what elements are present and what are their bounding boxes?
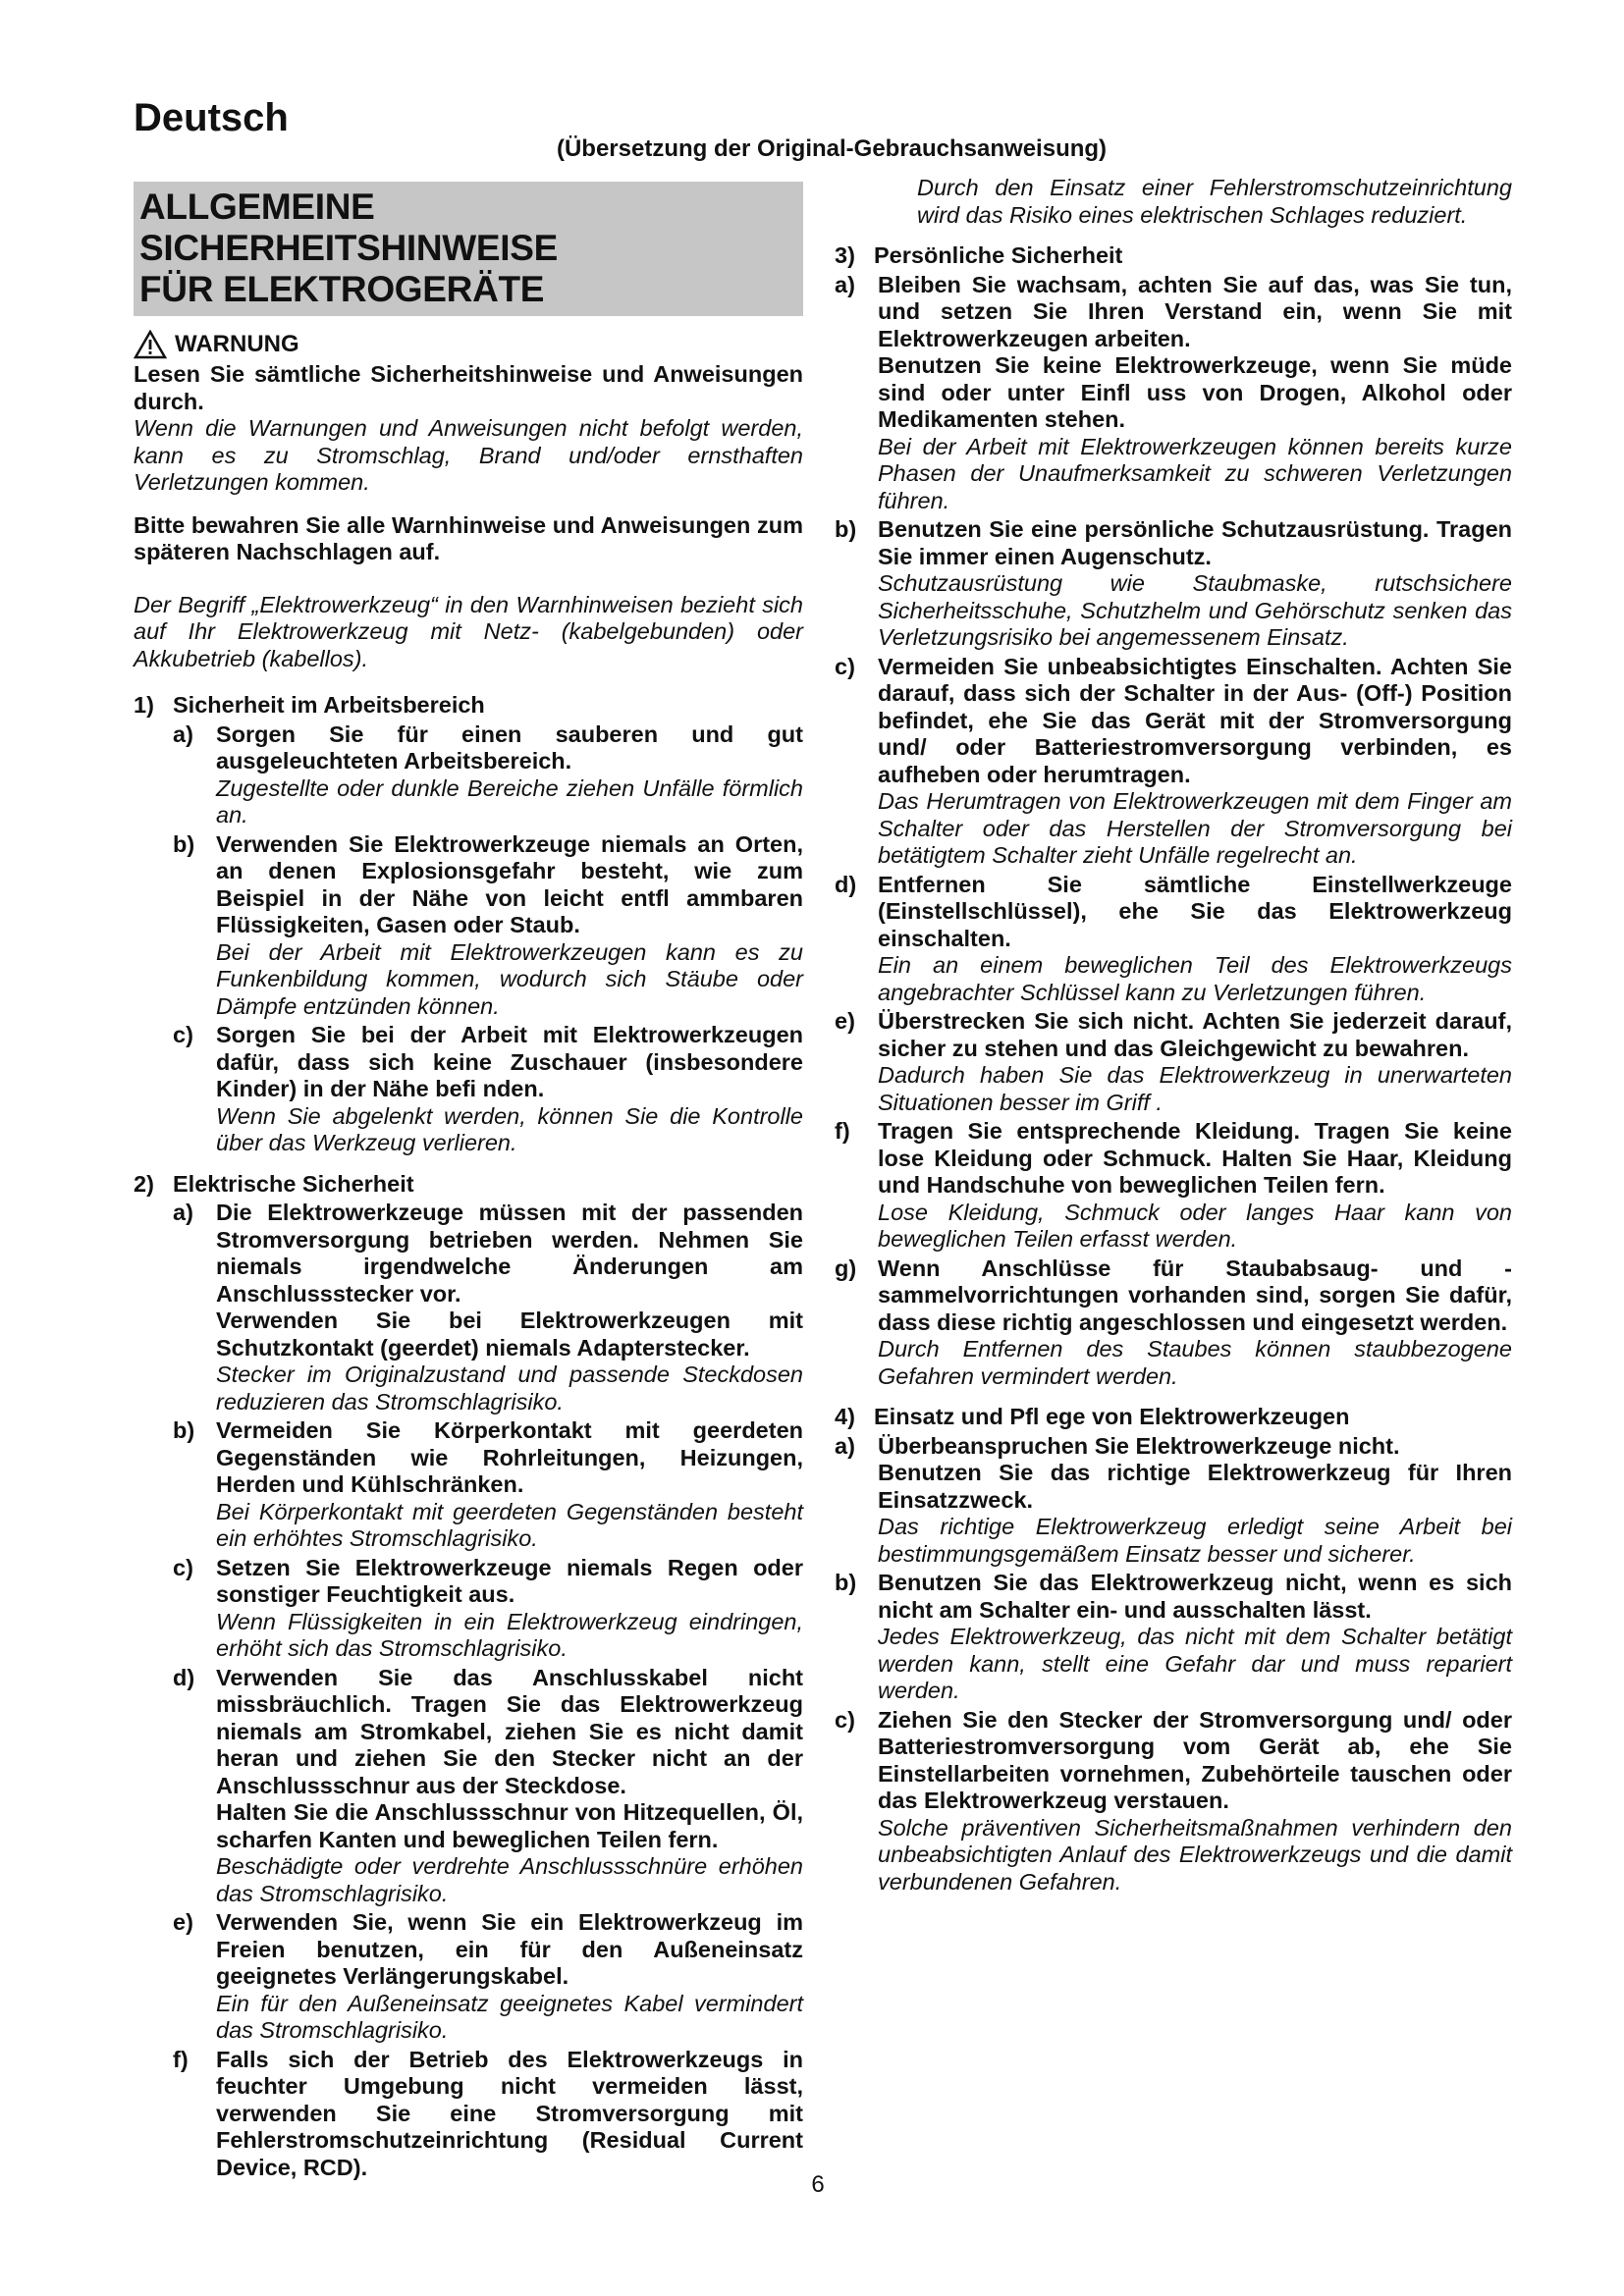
item-letter: a) — [173, 721, 193, 747]
item-letter: e) — [173, 1909, 193, 1935]
item-bold: Setzen Sie Elektrowerkzeuge niemals Regen oder sonstiger Feuchtigkeit aus. — [216, 1554, 803, 1607]
item-italic: Stecker im Originalzustand und passende Steckdosen reduzieren das Stromschlagrisiko. — [216, 1362, 803, 1415]
item-bold: Sorgen Sie für einen sauberen und gut ausgeleuchteten Arbeitsbereich. — [216, 721, 803, 774]
item-letter: a) — [835, 1432, 855, 1459]
item-italic: Bei der Arbeit mit Elektrowerkzeugen können bereits kurze Phasen der Unaufmerksamkeit zu schweren Verletzungen führen. — [878, 433, 1512, 513]
list-item — [134, 1417, 803, 1553]
section-1-heading — [134, 692, 803, 720]
item-bold: Ziehen Sie den Stecker der Stromversorgung und/ oder Batteriestromversorgung vom Gerät ab, ehe Sie Einstellarbeiten vornehmen, Zubehörteile tauschen oder das Elektrowerkzeug verstauen. — [878, 1706, 1512, 1813]
item-letter: e) — [835, 1008, 855, 1034]
section-number: 2) — [134, 1170, 154, 1197]
item-italic: Wenn Flüssigkeiten in ein Elektrowerkzeug eindringen, erhöht sich das Stromschlagrisiko. — [216, 1608, 803, 1661]
list-item — [835, 1433, 1512, 1569]
item-italic: Durch Entfernen des Staubes können staubbezogene Gefahren vermindert werden. — [878, 1336, 1512, 1389]
list-item — [134, 2047, 803, 2182]
right-column — [835, 175, 1512, 1896]
left-column — [134, 179, 803, 2181]
section-number: 1) — [134, 692, 154, 718]
item-italic: Das Herumtragen von Elektrowerkzeugen mit dem Finger am Schalter oder das Herstellen der Stromversorgung bei betätigtem Schalter zieht Unfälle regelrecht an. — [878, 788, 1512, 868]
item-bold: Verwenden Sie, wenn Sie ein Elektrowerkzeug im Freien benutzen, ein für den Außeneinsatz geeignetes Verlängerungskabel. — [216, 1909, 803, 1989]
warning-italic-1: Wenn die Warnungen und Anweisungen nicht befolgt werden, kann es zu Stromschlag, Brand und/oder ernsthaften Verletzungen kommen. — [134, 415, 803, 495]
list-item — [835, 1008, 1512, 1116]
section-title: Sicherheit im Arbeitsbereich — [173, 692, 485, 718]
item-bold: Falls sich der Betrieb des Elektrowerkzeugs in feuchter Umgebung nicht vermeiden lässt, verwenden Sie eine Stromversorgung mit Fehlerstromschutzeinrichtung (Residual Current Device, RCD). — [216, 2046, 803, 2180]
item-italic-continued: Durch den Einsatz einer Fehlerstromschutzeinrichtung wird das Risiko eines elektrischen Schlages reduziert. — [917, 175, 1512, 228]
item-italic: Jedes Elektrowerkzeug, das nicht mit dem Schalter betätigt werden kann, stellt eine Gefahr dar und muss repariert werden. — [878, 1624, 1512, 1703]
list-item — [835, 272, 1512, 515]
item-bold: Tragen Sie entsprechende Kleidung. Tragen Sie keine lose Kleidung oder Schmuck. Halten Sie Haar, Kleidung und Handschuhe von beweglichen Teilen fern. — [878, 1118, 1512, 1198]
item-letter: a) — [173, 1200, 193, 1225]
section-title-box — [134, 182, 803, 316]
item-bold: Benutzen Sie eine persönliche Schutzausrüstung. Tragen Sie immer einen Augenschutz. — [878, 516, 1512, 569]
item-italic: Ein für den Außeneinsatz geeignetes Kabel vermindert das Stromschlagrisiko. — [216, 1990, 803, 2043]
item-letter: b) — [835, 1570, 857, 1595]
item-bold: Verwenden Sie bei Elektrowerkzeugen mit Schutzkontakt (geerdet) niemals Adapterstecker. — [216, 1308, 803, 1361]
list-item — [134, 1555, 803, 1663]
warning-text: WARNUNG — [175, 331, 299, 358]
item-bold: Sorgen Sie bei der Arbeit mit Elektrowerkzeugen dafür, dass sich keine Zuschauer (insbesondere Kinder) in der Nähe befi nden. — [216, 1022, 803, 1101]
item-italic: Lose Kleidung, Schmuck oder langes Haar kann von beweglichen Teilen erfasst werden. — [878, 1199, 1512, 1252]
item-bold: Die Elektrowerkzeuge müssen mit der passenden Stromversorgung betrieben werden. Nehmen Sie niemals irgendwelche Änderungen am Anschlussstecker vor. — [216, 1200, 803, 1307]
section-title: Elektrische Sicherheit — [173, 1170, 414, 1197]
item-bold: Entfernen Sie sämtliche Einstellwerkzeuge (Einstellschlüssel), ehe Sie das Elektrowerkzeug einschalten. — [878, 871, 1512, 951]
item-italic: Wenn Sie abgelenkt werden, können Sie die Kontrolle über das Werkzeug verlieren. — [216, 1102, 803, 1155]
item-italic: Bei Körperkontakt mit geerdeten Gegenständen besteht ein erhöhtes Stromschlagrisiko. — [216, 1498, 803, 1551]
warning-triangle-icon — [134, 330, 167, 359]
list-item — [835, 654, 1512, 870]
list-item — [835, 516, 1512, 652]
item-letter: d) — [173, 1664, 195, 1690]
item-letter: g) — [835, 1255, 857, 1281]
item-italic: Das richtige Elektrowerkzeug erledigt seine Arbeit bei bestimmungsgemäßem Einsatz besser und sicherer. — [878, 1514, 1512, 1567]
item-letter: a) — [835, 271, 855, 297]
list-item — [134, 1200, 803, 1415]
item-italic: Dadurch haben Sie das Elektrowerkzeug in unerwarteten Situationen besser im Griff . — [878, 1062, 1512, 1115]
item-bold: Überbeanspruchen Sie Elektrowerkzeuge nicht. — [878, 1432, 1400, 1459]
item-letter: f) — [835, 1118, 850, 1144]
list-item — [134, 831, 803, 1021]
item-bold: Halten Sie die Anschlussschnur von Hitzequellen, Öl, scharfen Kanten und beweglichen Teilen fern. — [216, 1799, 803, 1852]
item-bold: Vermeiden Sie Körperkontakt mit geerdeten Gegenständen wie Rohrleitungen, Heizungen, Herden und Kühlschränken. — [216, 1417, 803, 1497]
item-letter: c) — [835, 1706, 855, 1733]
section-title-line-1: ALLGEMEINE SICHERHEITSHINWEISE — [139, 187, 559, 268]
section-number: 4) — [835, 1404, 855, 1429]
item-bold: Benutzen Sie keine Elektrowerkzeuge, wenn Sie müde sind oder unter Einfl uss von Drogen, Alkohol oder Medikamenten stehen. — [878, 352, 1512, 432]
section-3-heading — [835, 242, 1512, 270]
item-letter: f) — [173, 2046, 189, 2072]
page-number: 6 — [811, 2171, 825, 2198]
section-title: Einsatz und Pfl ege von Elektrowerkzeugen — [874, 1404, 1350, 1429]
list-item — [134, 721, 803, 829]
warning-bold-2: Bitte bewahren Sie alle Warnhinweise und Anweisungen zum späteren Nachschlagen auf. — [134, 511, 803, 564]
warning-bold-1: Lesen Sie sämtliche Sicherheitshinweise und Anweisungen durch. — [134, 361, 803, 414]
item-bold: Überstrecken Sie sich nicht. Achten Sie jederzeit darauf, sicher zu stehen und das Gleichgewicht zu bewahren. — [878, 1008, 1512, 1061]
item-letter: b) — [173, 1417, 195, 1443]
item-letter: c) — [173, 1554, 193, 1580]
list-item — [134, 1022, 803, 1157]
section-4-heading — [835, 1404, 1512, 1431]
list-item — [835, 1570, 1512, 1705]
item-bold: Verwenden Sie das Anschlusskabel nicht missbräuchlich. Tragen Sie das Elektrowerkzeug niemals am Stromkabel, ziehen Sie es nicht damit heran und ziehen Sie den Stecker nicht an der Anschlussschnur aus der Steckdose. — [216, 1664, 803, 1798]
list-item — [134, 1665, 803, 1908]
list-item — [835, 1255, 1512, 1391]
item-letter: c) — [173, 1022, 193, 1047]
item-italic: Solche präventiven Sicherheitsmaßnahmen verhindern den unbeabsichtigten Anlauf des Elektrowerkzeugs und die damit verbundenen Gefahren. — [878, 1814, 1512, 1895]
item-italic: Schutzausrüstung wie Staubmaske, rutschsichere Sicherheitsschuhe, Schutzhelm und Gehörschutz senken das Verletzungsrisiko bei angemessenem Einsatz. — [878, 570, 1512, 650]
item-italic: Bei der Arbeit mit Elektrowerkzeugen kann es zu Funkenbildung kommen, wodurch sich Stäube oder Dämpfe entzünden können. — [216, 938, 803, 1019]
language-heading: Deutsch — [134, 96, 289, 139]
section-number: 3) — [835, 242, 855, 268]
item-bold: Wenn Anschlüsse für Staubabsaug- und -sammelvorrichtungen vorhanden sind, sorgen Sie dafür, dass diese richtig angeschlossen und eingesetzt werden. — [878, 1255, 1512, 1335]
item-bold: Benutzen Sie das Elektrowerkzeug nicht, wenn es sich nicht am Schalter ein- und ausschalten lässt. — [878, 1570, 1512, 1623]
warning-label — [134, 330, 803, 359]
section-title: Persönliche Sicherheit — [874, 242, 1123, 268]
list-item — [835, 1707, 1512, 1896]
item-bold: Vermeiden Sie unbeabsichtigtes Einschalten. Achten Sie darauf, dass sich der Schalter in der Aus- (Off-) Position befindet, ehe Sie das Gerät mit der Stromversorgung und/ oder Batteriestromversorgung verbinden, es aufheben oder herumtragen. — [878, 653, 1512, 787]
list-item — [835, 1118, 1512, 1254]
item-italic: Beschädigte oder verdrehte Anschlussschnüre erhöhen das Stromschlagrisiko. — [216, 1853, 803, 1906]
item-letter: b) — [173, 830, 195, 857]
item-letter: b) — [835, 516, 857, 542]
section-2-heading — [134, 1171, 803, 1199]
item-italic: Zugestellte oder dunkle Bereiche ziehen Unfälle förmlich an. — [216, 774, 803, 828]
item-bold: Verwenden Sie Elektrowerkzeuge niemals an Orten, an denen Explosionsgefahr besteht, wie zum Beispiel in der Nähe von leicht entfl ammbaren Flüssigkeiten, Gasen oder Staub. — [216, 830, 803, 937]
item-bold: Bleiben Sie wachsam, achten Sie auf das, was Sie tun, und setzen Sie Ihren Verstand ein, wenn Sie mit Elektrowerkzeugen arbeiten. — [878, 271, 1512, 351]
item-letter: c) — [835, 653, 855, 679]
list-item — [835, 872, 1512, 1007]
document-subtitle: (Übersetzung der Original-Gebrauchsanweisung) — [556, 135, 1108, 162]
item-italic: Ein an einem beweglichen Teil des Elektrowerkzeugs angebrachter Schlüssel kann zu Verletzungen führen. — [878, 952, 1512, 1005]
list-item — [134, 1909, 803, 2045]
item-letter: d) — [835, 871, 857, 897]
item-bold: Benutzen Sie das richtige Elektrowerkzeug für Ihren Einsatzzweck. — [878, 1460, 1512, 1513]
warning-italic-2: Der Begriff „Elektrowerkzeug“ in den Warnhinweisen bezieht sich auf Ihr Elektrowerkzeug mit Netz- (kabelgebunden) oder Akkubetrieb (kabellos). — [134, 591, 803, 671]
section-title-line-2: FÜR ELEKTROGERÄTE — [139, 269, 545, 309]
